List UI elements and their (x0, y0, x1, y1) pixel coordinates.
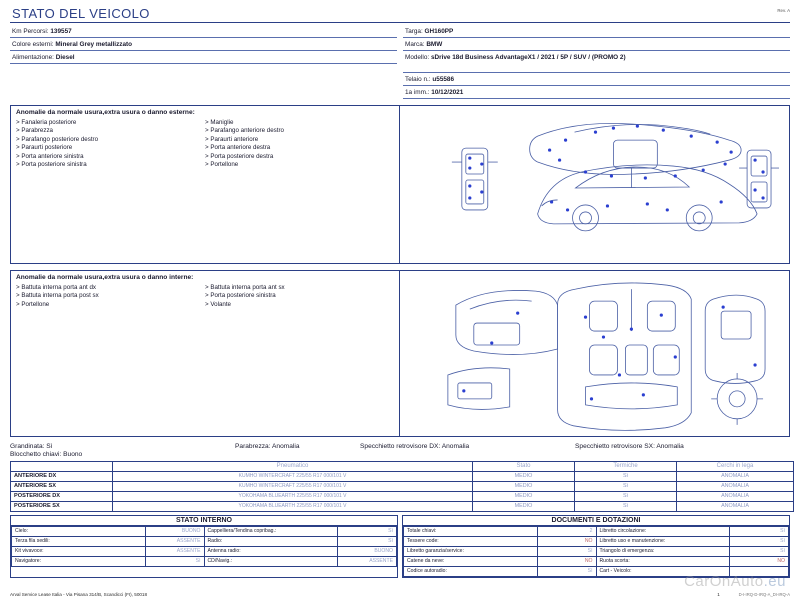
status-hail: Grandinata: Sì (10, 443, 53, 450)
kv-value: Sì (145, 557, 204, 567)
info-label: Alimentazione: (12, 53, 54, 61)
list-item: > Paraurti posteriore (16, 144, 205, 152)
info-row-first-registration (403, 86, 790, 99)
external-anomalies-col2 (205, 119, 394, 169)
kv-key: Triangolo di emergenza: (596, 547, 730, 557)
info-label: 1a imm.: (405, 88, 430, 96)
vehicle-info-right (397, 25, 790, 99)
vehicle-info-left (10, 25, 397, 99)
kv-value: ASSENTE (338, 557, 397, 567)
kv-key: CD/Navig.: (204, 557, 338, 567)
kv-key: Cielo: (12, 527, 146, 537)
info-value: GH160PP (424, 27, 454, 35)
tyre-thermal: Sì (575, 482, 677, 492)
tyre-position: POSTERIORE SX (11, 502, 113, 512)
table-row (404, 547, 789, 557)
page-title: STATO DEL VEICOLO (12, 6, 150, 21)
tyre-state: MEDIO (473, 482, 575, 492)
kv-value: Sì (730, 537, 789, 547)
info-row-km (10, 25, 397, 38)
interior-status-panel (10, 515, 398, 578)
internal-anomalies-box (10, 270, 790, 437)
kv-key: Cappelliera/Tendina copribag.: (204, 527, 338, 537)
list-item: > Battuta interna porta post sx (16, 292, 205, 300)
table-header-row (11, 462, 794, 472)
car-exterior-diagram-svg (400, 106, 789, 263)
interior-status-title: STATO INTERNO (11, 516, 397, 526)
tyre-position: ANTERIORE SX (11, 482, 113, 492)
kv-value: Sì (338, 527, 397, 537)
kv-value: Sì (730, 547, 789, 557)
list-item: > Volante (205, 301, 394, 309)
info-value: Mineral Grey metallizzato (55, 40, 133, 48)
tyres-col-state: Stato (473, 462, 575, 472)
external-anomalies-list (11, 106, 400, 263)
table-row (12, 537, 397, 547)
revision-label: Rev. A (777, 8, 790, 13)
kv-key: Catene da neve: (404, 557, 538, 567)
kv-value: Sì (537, 567, 596, 577)
kv-key: Libretto uso e manutenzione: (596, 537, 730, 547)
footer-page-number: 1 (717, 592, 720, 597)
external-anomalies-heading: Anomalie da normale usura,extra usura o danno esterne: (16, 109, 195, 116)
list-item: > Porta anteriore sinistra (16, 153, 205, 161)
kv-value: NO (537, 557, 596, 567)
tyre-spec: KUMHO WINTERCRAFT 225/55 R17 000/101 V (113, 472, 473, 482)
status-key-block: Blocchetto chiavi: Buono (10, 451, 83, 458)
title-divider (10, 22, 790, 23)
documents-table (403, 526, 789, 577)
vehicle-info (10, 25, 790, 99)
list-item: > Paraurti anteriore (205, 136, 394, 144)
kv-value: Sì (537, 547, 596, 557)
table-row (11, 502, 794, 512)
table-row (12, 547, 397, 557)
tyre-thermal: Sì (575, 472, 677, 482)
status-mirror-dx: Specchietto retrovisore DX: Anomalia (360, 443, 470, 450)
table-row (12, 527, 397, 537)
tyre-spec: YOKOHAMA BLUEARTH 225/55 R17 000/101 V (113, 492, 473, 502)
kv-value: Sì (730, 527, 789, 537)
kv-key: Ruota scorta: (596, 557, 730, 567)
internal-anomalies-col1 (16, 284, 205, 309)
tyre-position: ANTERIORE DX (11, 472, 113, 482)
kv-value: BUONO (338, 547, 397, 557)
list-item: > Porta anteriore destra (205, 144, 394, 152)
kv-key: Cart - Veicolo: (596, 567, 730, 577)
footer-company: Arval Service Lease Italia - Via Pisana 314/B, Scandicci (FI), 50018 (10, 592, 148, 597)
site-watermark (684, 573, 786, 590)
info-value: BMW (426, 40, 443, 48)
kv-value: NO (537, 537, 596, 547)
info-row-brand (403, 38, 790, 51)
list-item: > Battuta interna porta ant dx (16, 284, 205, 292)
table-row (404, 527, 789, 537)
bottom-panels (10, 515, 790, 578)
info-value: 139557 (50, 27, 72, 35)
tyre-rim: ANOMALIA (677, 502, 794, 512)
watermark-text: CarOnAuto (684, 573, 764, 590)
kv-value: ASSENTE (145, 537, 204, 547)
tyre-thermal: Sì (575, 492, 677, 502)
documents-title: DOCUMENTI E DOTAZIONI (403, 516, 789, 526)
external-damage-diagram (400, 106, 789, 263)
tyre-rim: ANOMALIA (677, 482, 794, 492)
documents-panel (402, 515, 790, 578)
tyre-state: MEDIO (473, 472, 575, 482)
table-row (11, 492, 794, 502)
kv-value: 2 (537, 527, 596, 537)
watermark-suffix: .eu (763, 573, 786, 590)
kv-key: Kit vivavoce: (12, 547, 146, 557)
info-row-color (10, 38, 397, 51)
info-row-chassis (403, 73, 790, 86)
list-item: > Parafango posteriore destro (16, 136, 205, 144)
info-row-plate (403, 25, 790, 38)
info-value: 10/12/2021 (431, 88, 464, 96)
info-row-fuel (10, 51, 397, 64)
info-value: Diesel (55, 53, 75, 61)
kv-key: Radio: (204, 537, 338, 547)
kv-key: Codice autoradio: (404, 567, 538, 577)
table-row (11, 472, 794, 482)
kv-value: BUONO (145, 527, 204, 537)
kv-value: ASSENTE (145, 547, 204, 557)
table-row (404, 537, 789, 547)
kv-key: Libretto circolazione: (596, 527, 730, 537)
internal-damage-diagram (400, 271, 789, 436)
tyre-state: MEDIO (473, 492, 575, 502)
info-label: Telaio n.: (405, 75, 431, 83)
kv-key: Terza fila sedili: (12, 537, 146, 547)
table-row (404, 557, 789, 567)
tyres-col-rims: Cerchi in lega (677, 462, 794, 472)
kv-key: Navigatore: (12, 557, 146, 567)
list-item: > Fanaleria posteriore (16, 119, 205, 127)
list-item: > Porta posteriore sinistra (16, 161, 205, 169)
list-item: > Portellone (205, 161, 394, 169)
list-item: > Parafango anteriore destro (205, 127, 394, 135)
info-row-spacer-2 (10, 76, 397, 88)
status-summary-line (10, 443, 790, 450)
list-item: > Parabrezza (16, 127, 205, 135)
info-row-model (403, 51, 790, 73)
footer-code: D-I-IRQ-D-IRQ-A_DI-IRQ-A (738, 592, 790, 597)
external-anomalies-box (10, 105, 790, 264)
list-item: > Porta posteriore destra (205, 153, 394, 161)
tyre-state: MEDIO (473, 502, 575, 512)
tyre-position: POSTERIORE DX (11, 492, 113, 502)
info-value: sDrive 18d Business AdvantageX1 / 2021 / 5P / SUV / (PROMO 2) (430, 53, 626, 61)
interior-status-table (11, 526, 397, 567)
info-label: Colore esterni: (12, 40, 54, 48)
list-item: > Portellone (16, 301, 205, 309)
tyres-col-tyre: Pneumatico (113, 462, 473, 472)
list-item: > Battuta interna porta ant sx (205, 284, 394, 292)
tyres-col-position (11, 462, 113, 472)
internal-anomalies-col2 (205, 284, 394, 309)
list-item: > Porta posteriore sinistra (205, 292, 394, 300)
internal-anomalies-list (11, 271, 400, 436)
page-footer (10, 592, 790, 597)
car-interior-diagram-svg (400, 271, 789, 436)
info-row-spacer-1 (10, 64, 397, 76)
tyre-thermal: Sì (575, 502, 677, 512)
info-label: Targa: (405, 27, 423, 35)
info-label: Modello: (405, 53, 430, 61)
table-row (12, 557, 397, 567)
kv-key: Libretto garanzia/service: (404, 547, 538, 557)
kv-value: Sì (338, 537, 397, 547)
list-item: > Maniglie (205, 119, 394, 127)
info-label: Marca: (405, 40, 425, 48)
status-windscreen: Parabrezza: Anomalia (235, 443, 300, 450)
tyre-rim: ANOMALIA (677, 472, 794, 482)
tyres-col-thermal: Termiche (575, 462, 677, 472)
kv-key: Antenna radio: (204, 547, 338, 557)
info-value: u55586 (432, 75, 455, 83)
status-mirror-sx: Specchietto retrovisore SX: Anomalia (575, 443, 684, 450)
kv-value: NO (730, 557, 789, 567)
kv-key: Tessere code: (404, 537, 538, 547)
kv-key: Totale chiavi: (404, 527, 538, 537)
table-row (11, 482, 794, 492)
internal-anomalies-heading: Anomalie da normale usura,extra usura o danno interne: (16, 274, 194, 281)
tyre-rim: ANOMALIA (677, 492, 794, 502)
external-anomalies-col1 (16, 119, 205, 169)
tyre-spec: KUMHO WINTERCRAFT 225/55 R17 000/101 V (113, 482, 473, 492)
tyre-spec: YOKOHAMA BLUEARTH 225/55 R17 000/101 V (113, 502, 473, 512)
tyres-table (10, 461, 794, 512)
info-label: Km Percorsi: (12, 27, 49, 35)
